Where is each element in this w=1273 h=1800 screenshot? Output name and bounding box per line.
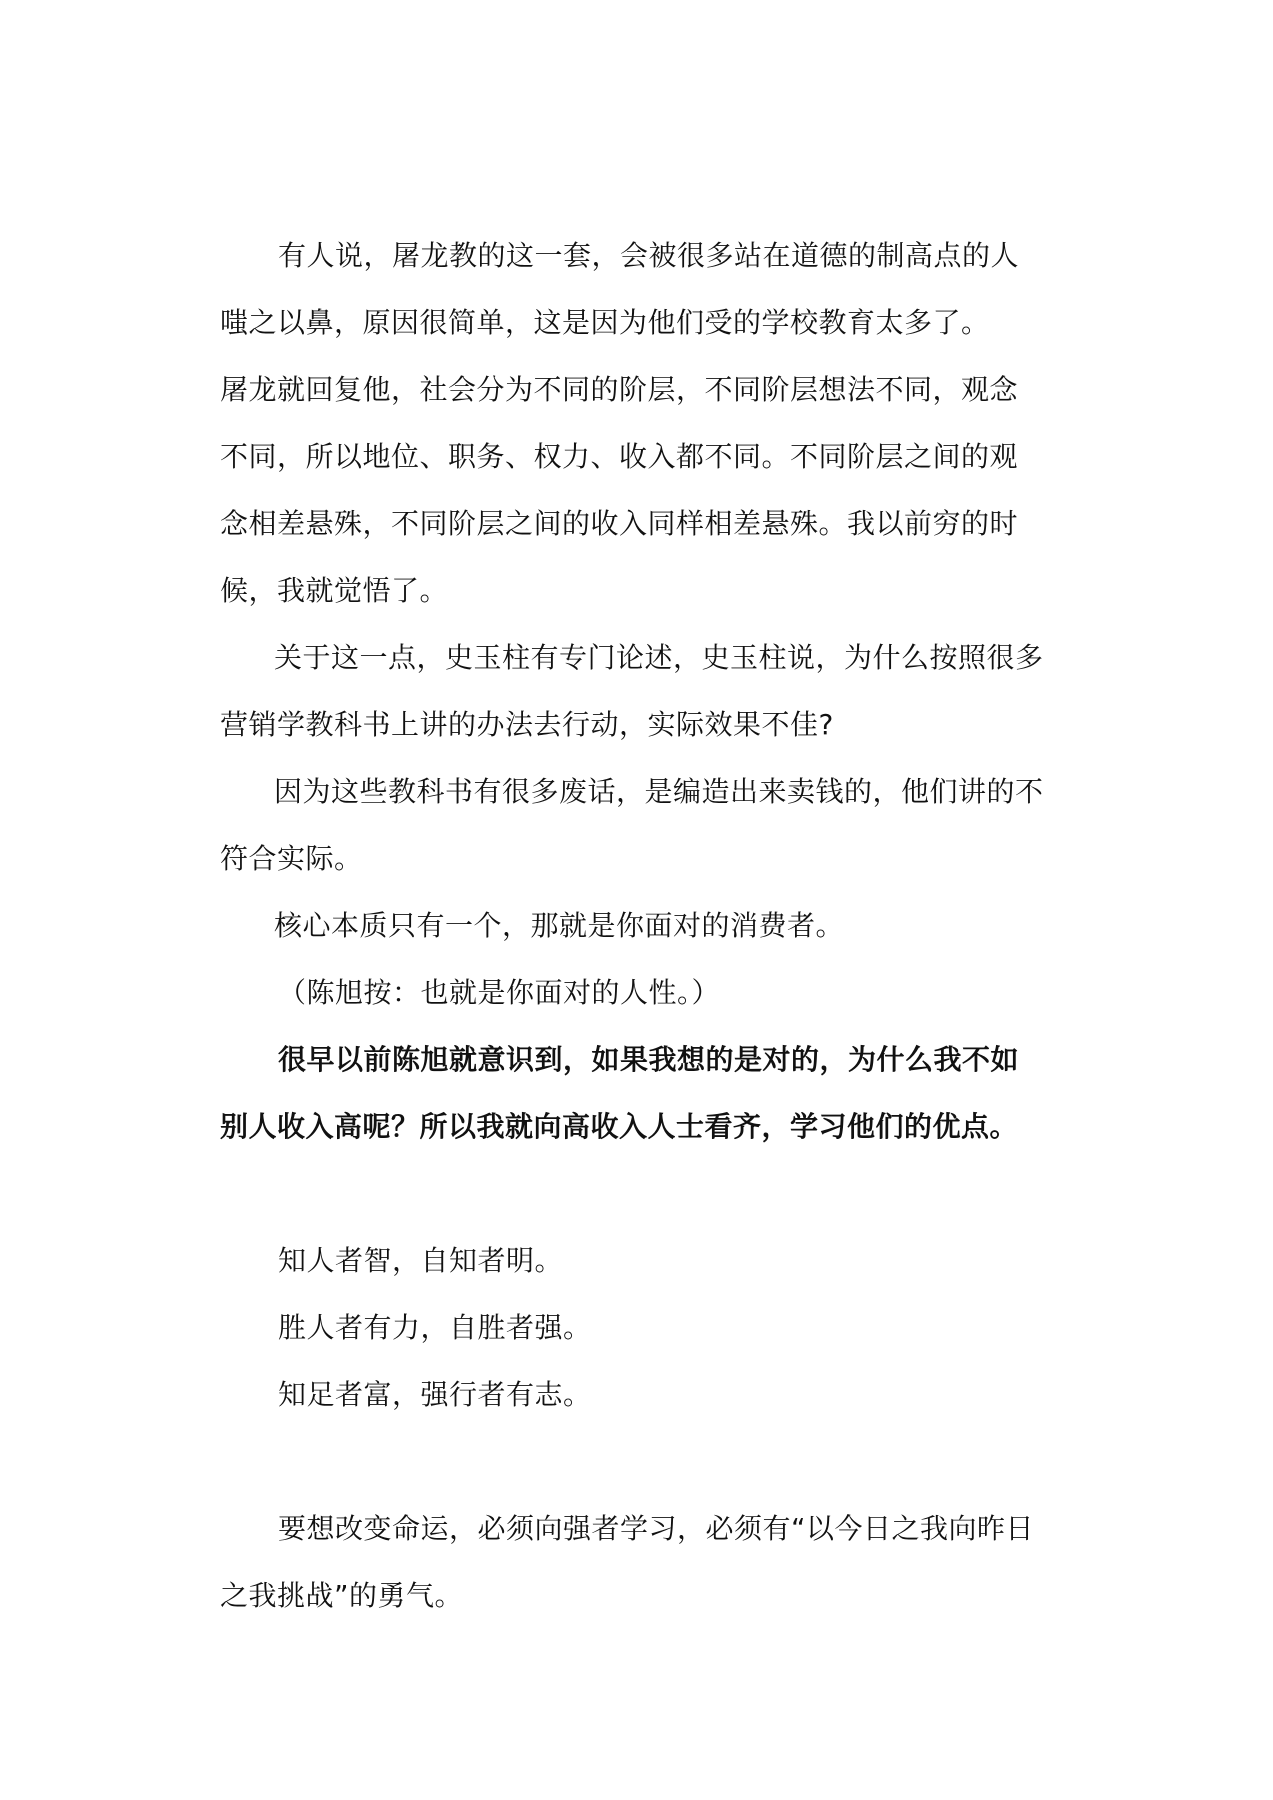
paragraph-1-line-2: 嗤之以鼻，原因很简单，这是因为他们受的学校教育太多了。 bbox=[220, 306, 990, 339]
annotation-line: （陈旭按：也就是你面对的人性。） bbox=[278, 976, 721, 1009]
closing-paragraph-line-2: 之我挑战”的勇气。 bbox=[220, 1579, 464, 1612]
quote-line-3: 知足者富，强行者有志。 bbox=[278, 1378, 592, 1411]
paragraph-2-line-4: 候，我就觉悟了。 bbox=[220, 574, 449, 607]
paragraph-3-line-2: 营销学教科书上讲的办法去行动，实际效果不佳? bbox=[220, 708, 834, 741]
paragraph-2-line-1: 屠龙就回复他，社会分为不同的阶层，不同阶层想法不同，观念 bbox=[220, 373, 1019, 406]
quote-line-1: 知人者智，自知者明。 bbox=[278, 1244, 564, 1277]
paragraph-1-line-1: 有人说，屠龙教的这一套，会被很多站在道德的制高点的人 bbox=[278, 239, 1020, 272]
paragraph-5-line-1: 核心本质只有一个，那就是你面对的消费者。 bbox=[274, 909, 845, 942]
paragraph-4-line-1: 因为这些教科书有很多废话，是编造出来卖钱的，他们讲的不 bbox=[274, 775, 1044, 808]
bold-paragraph-line-1: 很早以前陈旭就意识到，如果我想的是对的，为什么我不如 bbox=[278, 1043, 1020, 1076]
paragraph-4-line-2: 符合实际。 bbox=[220, 842, 363, 875]
quote-line-2: 胜人者有力，自胜者强。 bbox=[278, 1311, 592, 1344]
bold-paragraph-line-2: 别人收入高呢？所以我就向高收入人士看齐，学习他们的优点。 bbox=[220, 1110, 1019, 1143]
closing-paragraph-line-1: 要想改变命运，必须向强者学习，必须有“以今日之我向昨日 bbox=[278, 1512, 1035, 1545]
paragraph-3-line-1: 关于这一点，史玉柱有专门论述，史玉柱说，为什么按照很多 bbox=[274, 641, 1044, 674]
paragraph-2-line-3: 念相差悬殊，不同阶层之间的收入同样相差悬殊。我以前穷的时 bbox=[220, 507, 1019, 540]
paragraph-2-line-2: 不同，所以地位、职务、权力、收入都不同。不同阶层之间的观 bbox=[220, 440, 1019, 473]
